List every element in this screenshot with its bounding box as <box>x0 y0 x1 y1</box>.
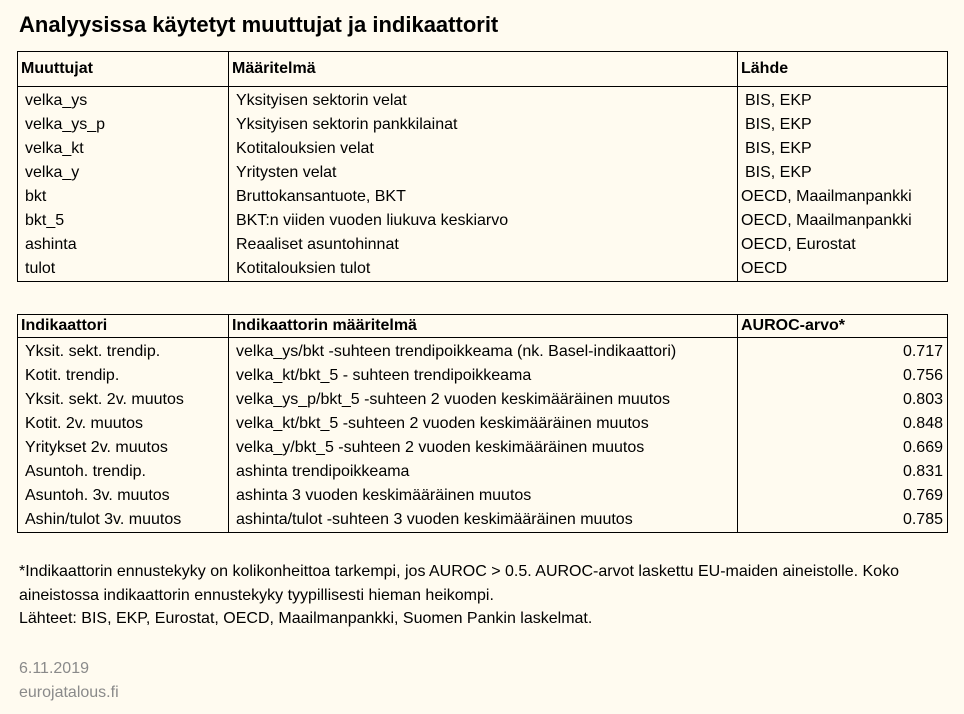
table-cell: BIS, EKP <box>738 137 948 161</box>
table-cell: Kotit. trendip. <box>18 364 229 388</box>
table-cell: ashinta 3 vuoden keskimääräinen muutos <box>229 484 738 508</box>
table-cell: OECD, Maailmanpankki <box>738 209 948 233</box>
table-row <box>18 161 948 185</box>
table-cell: Yksit. sekt. trendip. <box>18 338 229 365</box>
table-cell: 0.803 <box>738 388 948 412</box>
table-row <box>18 257 948 282</box>
table-row <box>18 436 948 460</box>
table-cell: OECD <box>738 257 948 282</box>
table-cell: Bruttokansantuote, BKT <box>229 185 738 209</box>
table-row <box>18 460 948 484</box>
table-cell: 0.848 <box>738 412 948 436</box>
table-row <box>18 137 948 161</box>
table-row <box>18 484 948 508</box>
table-row <box>18 113 948 137</box>
table-cell: 0.756 <box>738 364 948 388</box>
table-cell: bkt_5 <box>18 209 229 233</box>
table-cell: velka_kt/bkt_5 -suhteen 2 vuoden keskimääräinen muutos <box>229 412 738 436</box>
table-row <box>18 412 948 436</box>
table-cell: velka_ys <box>18 87 229 114</box>
footnote: *Indikaattorin ennustekyky on kolikonheittoa tarkempi, jos AUROC > 0.5. AUROC-arvot laskettu EU-maiden aineistolle. Koko aineistossa indikaattorin ennustekyky tyypillisesti hieman heikompi. <box>19 563 899 604</box>
table-cell: velka_kt <box>18 137 229 161</box>
table-cell: Yksityisen sektorin pankkilainat <box>229 113 738 137</box>
table-cell: Kotitalouksien tulot <box>229 257 738 282</box>
table-cell: velka_kt/bkt_5 - suhteen trendipoikkeama <box>229 364 738 388</box>
footer-date: 6.11.2019 <box>19 660 89 677</box>
variables-body <box>18 87 948 282</box>
table-cell: Yritysten velat <box>229 161 738 185</box>
table-cell: Asuntoh. 3v. muutos <box>18 484 229 508</box>
variables-header-row <box>18 52 948 87</box>
table-row <box>18 185 948 209</box>
column-header-maaritelma: Määritelmä <box>229 52 738 87</box>
table-cell: bkt <box>18 185 229 209</box>
table-cell: ashinta/tulot -suhteen 3 vuoden keskimääräinen muutos <box>229 508 738 533</box>
table-cell: 0.717 <box>738 338 948 365</box>
table-cell: OECD, Eurostat <box>738 233 948 257</box>
table-cell: velka_y/bkt_5 -suhteen 2 vuoden keskimääräinen muutos <box>229 436 738 460</box>
table-cell: BIS, EKP <box>738 87 948 114</box>
table-row <box>18 508 948 533</box>
table-cell: Yksityisen sektorin velat <box>229 87 738 114</box>
notes <box>19 560 919 631</box>
table-cell: 0.831 <box>738 460 948 484</box>
table-cell: 0.785 <box>738 508 948 533</box>
indicators-body <box>18 338 948 533</box>
table-cell: velka_ys_p/bkt_5 -suhteen 2 vuoden keskimääräinen muutos <box>229 388 738 412</box>
table-cell: Yritykset 2v. muutos <box>18 436 229 460</box>
table-cell: BKT:n viiden vuoden liukuva keskiarvo <box>229 209 738 233</box>
table-cell: Kotitalouksien velat <box>229 137 738 161</box>
column-header-indikaattorin-maaritelma: Indikaattorin määritelmä <box>229 315 738 338</box>
table-cell: Kotit. 2v. muutos <box>18 412 229 436</box>
table-cell: ashinta trendipoikkeama <box>229 460 738 484</box>
sources-note: Lähteet: BIS, EKP, Eurostat, OECD, Maailmanpankki, Suomen Pankin laskelmat. <box>19 610 593 627</box>
indicators-table <box>17 314 948 533</box>
table-cell: Asuntoh. trendip. <box>18 460 229 484</box>
column-header-muuttujat: Muuttujat <box>18 52 229 87</box>
column-header-indikaattori: Indikaattori <box>18 315 229 338</box>
table-cell: 0.669 <box>738 436 948 460</box>
column-header-auroc-arvo: AUROC-arvo* <box>738 315 948 338</box>
variables-table <box>17 51 948 282</box>
table-row <box>18 209 948 233</box>
table-cell: velka_y <box>18 161 229 185</box>
table-cell: 0.769 <box>738 484 948 508</box>
table-cell: BIS, EKP <box>738 113 948 137</box>
table-row <box>18 364 948 388</box>
footer <box>19 657 119 705</box>
table-cell: ashinta <box>18 233 229 257</box>
table-cell: Reaaliset asuntohinnat <box>229 233 738 257</box>
table-cell: BIS, EKP <box>738 161 948 185</box>
column-header-lahde: Lähde <box>738 52 948 87</box>
table-cell: velka_ys_p <box>18 113 229 137</box>
table-row <box>18 338 948 365</box>
table-cell: Yksit. sekt. 2v. muutos <box>18 388 229 412</box>
table-cell: OECD, Maailmanpankki <box>738 185 948 209</box>
table-row <box>18 87 948 114</box>
table-cell: tulot <box>18 257 229 282</box>
table-cell: Ashin/tulot 3v. muutos <box>18 508 229 533</box>
footer-site: eurojatalous.fi <box>19 684 119 701</box>
table-row <box>18 388 948 412</box>
table-row <box>18 233 948 257</box>
page-title: Analyysissa käytetyt muuttujat ja indikaattorit <box>19 12 499 37</box>
indicators-header-row <box>18 315 948 338</box>
table-cell: velka_ys/bkt -suhteen trendipoikkeama (nk. Basel-indikaattori) <box>229 338 738 365</box>
